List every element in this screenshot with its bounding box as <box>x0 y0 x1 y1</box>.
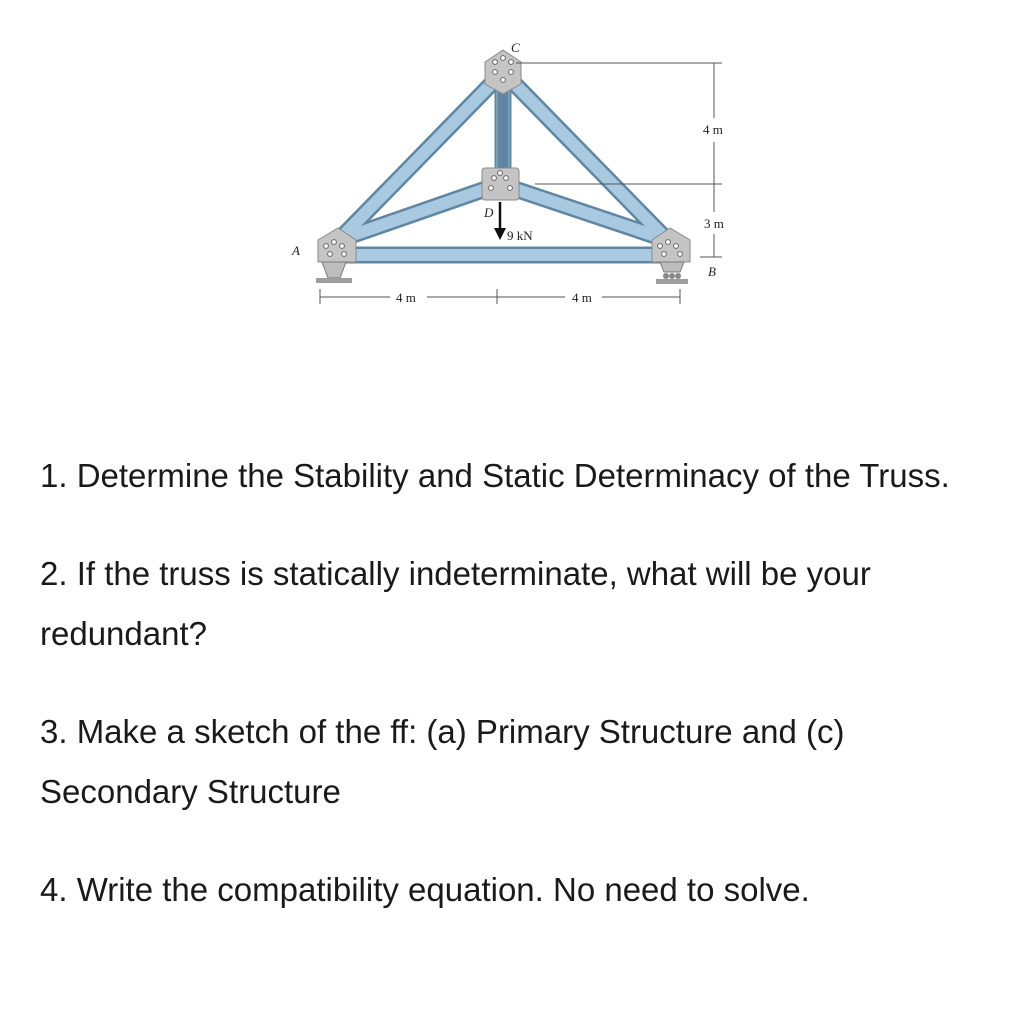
question-3: 3. Make a sketch of the ff: (a) Primary Structure and (c) Secondary Structure <box>40 713 845 810</box>
dimension-bottom <box>320 289 680 304</box>
dimension-label-right-upper: 4 m <box>703 122 723 137</box>
question-1: 1. Determine the Stability and Static Determinacy of the Truss. <box>40 457 950 494</box>
dimension-label-bottom-left: 4 m <box>396 290 416 305</box>
load-label: 9 kN <box>507 228 533 243</box>
question-2: 2. If the truss is statically indeterminate, what will be your redundant? <box>40 555 871 652</box>
question-list <box>40 446 1000 920</box>
joint-label-b: B <box>708 264 716 279</box>
support-b-roller <box>656 262 688 284</box>
load-arrow <box>494 202 506 240</box>
dimension-label-bottom-right: 4 m <box>572 290 592 305</box>
joint-label-c: C <box>511 40 520 55</box>
dimension-label-right-lower: 3 m <box>704 216 724 231</box>
joint-label-a: A <box>292 243 300 258</box>
question-4: 4. Write the compatibility equation. No need to solve. <box>40 871 810 908</box>
truss-diagram <box>0 0 1024 360</box>
support-a-pin <box>316 262 352 283</box>
joint-label-d: D <box>484 205 494 220</box>
